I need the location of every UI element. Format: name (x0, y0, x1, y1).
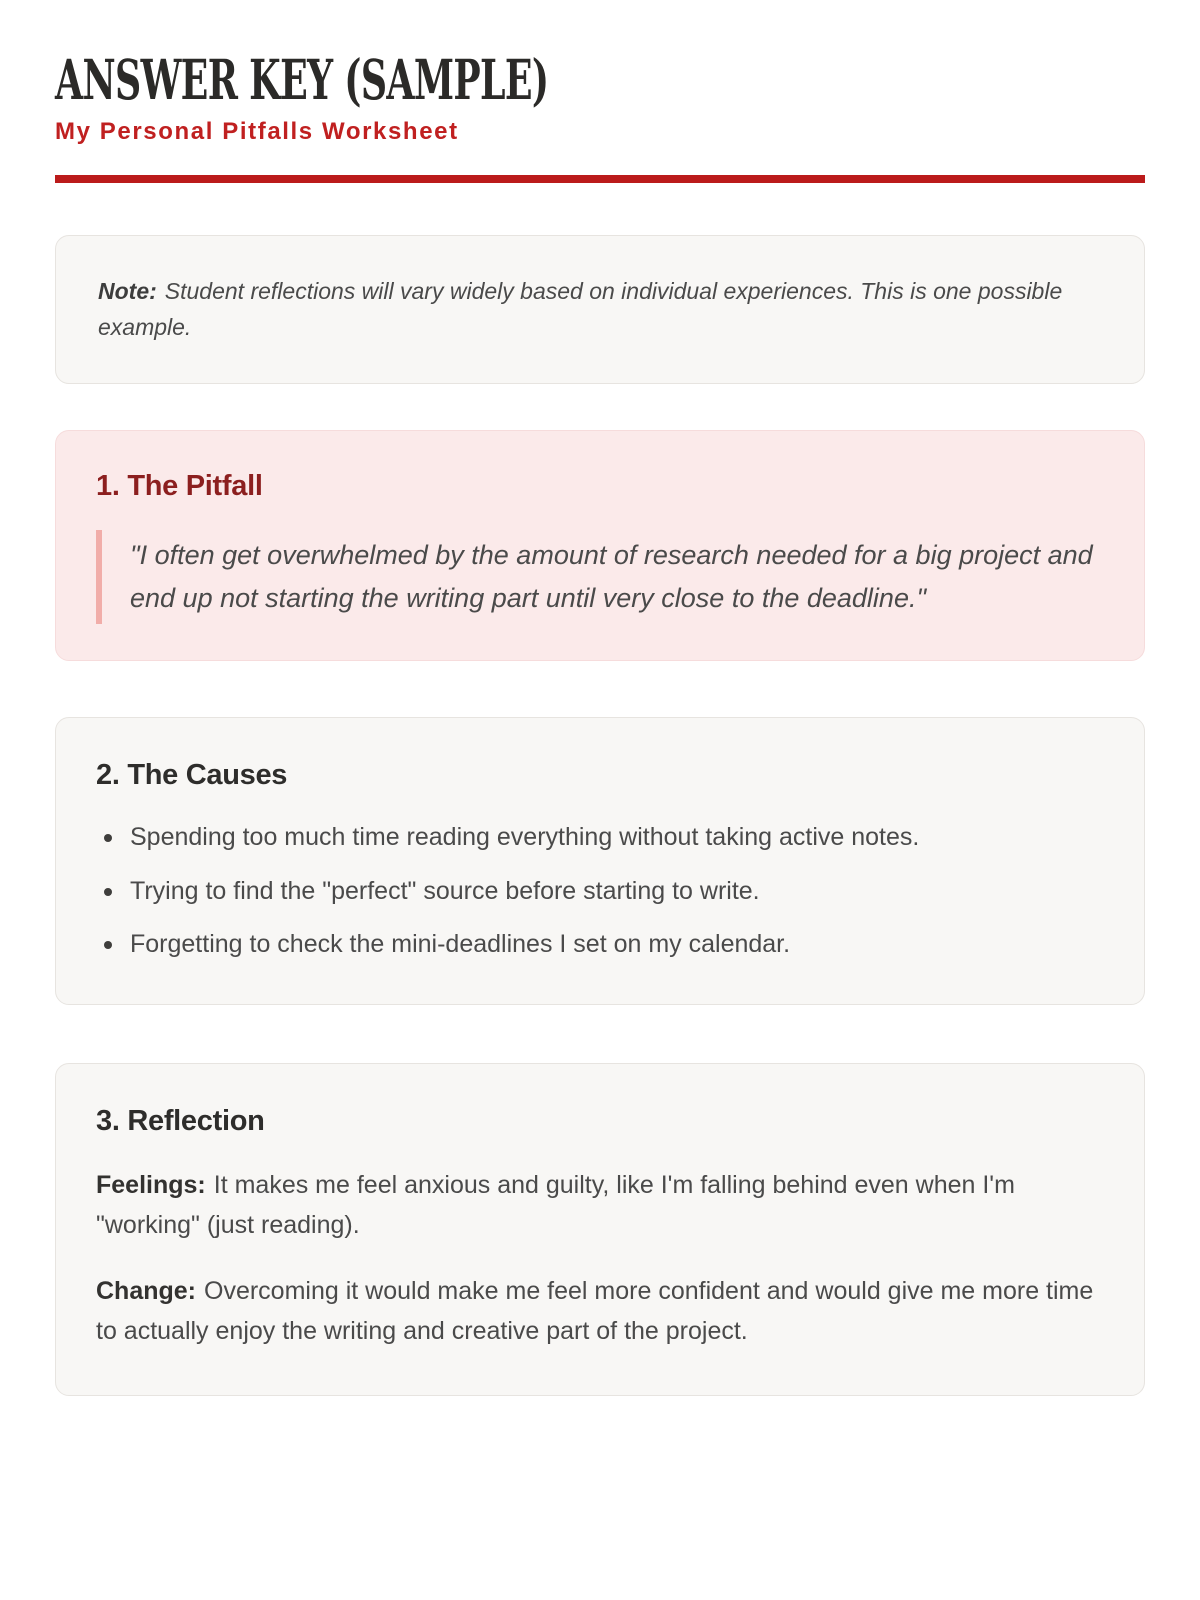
causes-heading: 2. The Causes (96, 759, 288, 792)
change-text: Overcoming it would make me feel more confident and would give me more time to actually enjoy the writing and creative part of the project. (96, 1276, 1094, 1345)
reflection-card (55, 1063, 1145, 1396)
feelings-text: It makes me feel anxious and guilty, like I'm falling behind even when I'm "working" (just reading). (96, 1170, 1015, 1239)
page-title: ANSWER KEY (SAMPLE) (55, 47, 549, 112)
causes-card (55, 717, 1145, 1004)
feelings-label: Feelings: (96, 1170, 206, 1199)
cause-item (96, 926, 1104, 964)
note-text: Student reflections will vary widely based on individual experiences. This is one possible example. (98, 278, 1063, 340)
pitfall-card (55, 430, 1145, 661)
pitfall-heading: 1. The Pitfall (96, 470, 263, 503)
feelings-paragraph (96, 1165, 1104, 1245)
bullet-dot (104, 834, 112, 842)
cause-text: Forgetting to check the mini-deadlines I set on my calendar. (130, 930, 791, 959)
cause-item (96, 873, 1104, 911)
cause-text: Spending too much time reading everything without taking active notes. (130, 823, 920, 852)
cause-item (96, 819, 1104, 857)
bullet-dot (104, 888, 112, 896)
cause-text: Trying to find the "perfect" source before starting to write. (130, 876, 760, 905)
bullet-dot (104, 941, 112, 949)
title-divider (55, 175, 1145, 183)
note-paragraph (98, 274, 1102, 345)
change-label: Change: (96, 1276, 196, 1305)
reflection-heading: 3. Reflection (96, 1104, 265, 1137)
pitfall-quote: "I often get overwhelmed by the amount of research needed for a big project and end up not starting the writing part until very close to the deadline." (96, 530, 1104, 624)
page-subtitle: My Personal Pitfalls Worksheet (55, 118, 459, 145)
note-card (55, 235, 1145, 384)
note-label: Note: (98, 278, 157, 304)
causes-list (96, 819, 1104, 964)
change-paragraph (96, 1271, 1104, 1351)
